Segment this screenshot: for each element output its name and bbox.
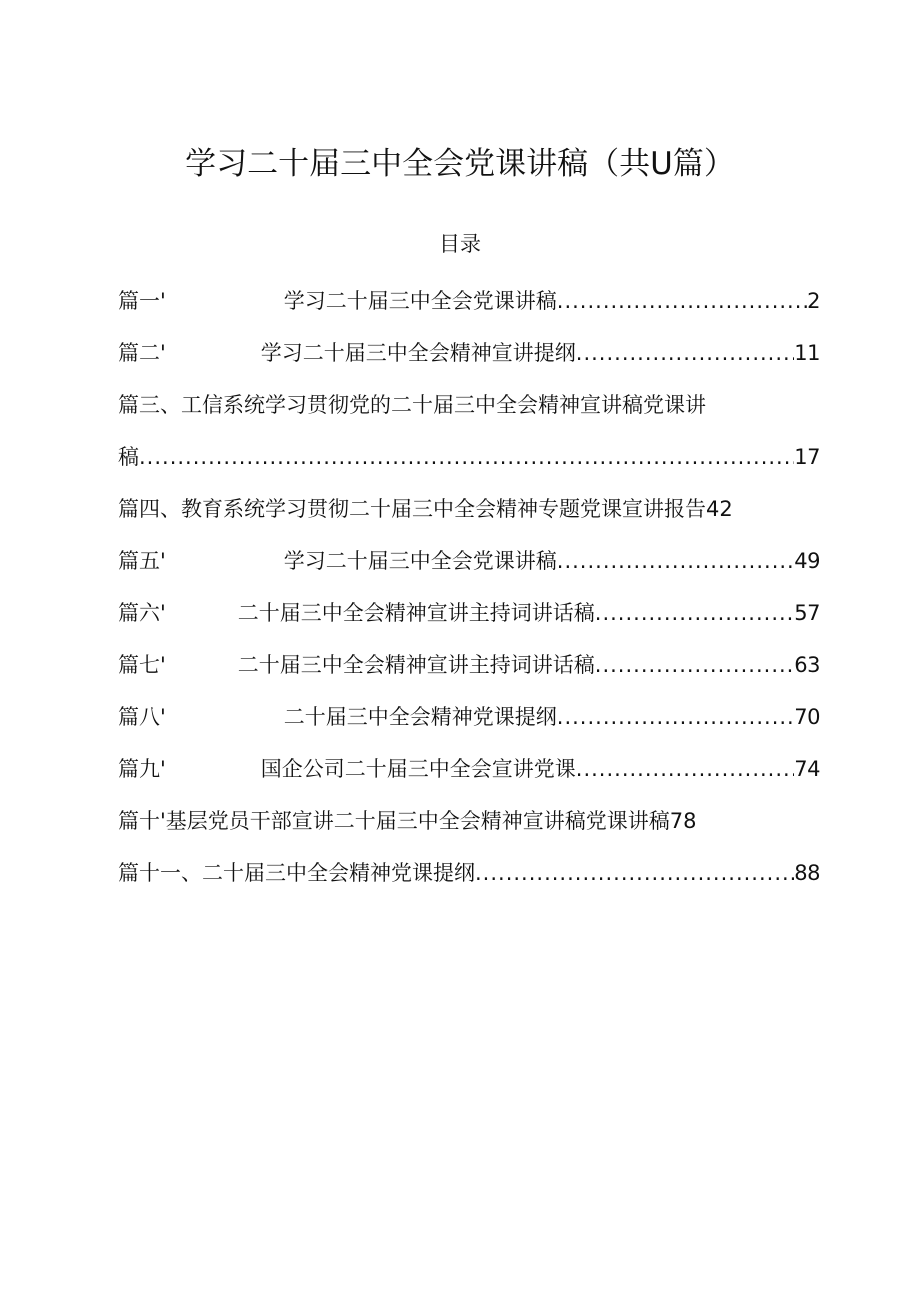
toc-entry-title: 二十届三中全会精神党课提纲 bbox=[283, 705, 557, 729]
toc-entry-title: 二十届三中全会精神宣讲主持词讲话稿 bbox=[237, 653, 595, 677]
toc-entry[interactable] bbox=[118, 650, 820, 680]
toc-entry[interactable] bbox=[118, 598, 820, 628]
toc-entry-number: 篇七' bbox=[118, 653, 166, 677]
toc-leader-dots bbox=[595, 598, 794, 628]
toc-entry[interactable] bbox=[118, 754, 820, 784]
toc-entry-page: 74 bbox=[794, 757, 820, 781]
toc-entry-title: 学习二十届三中全会精神宣讲提纲 bbox=[260, 341, 576, 365]
toc-entry-title: 国企公司二十届三中全会宣讲党课 bbox=[260, 757, 576, 781]
toc-entry[interactable] bbox=[118, 442, 820, 472]
toc-entry-number: 篇八' bbox=[118, 705, 166, 729]
toc-entry-number: 篇三、 bbox=[118, 393, 181, 417]
table-of-contents bbox=[118, 0, 820, 1301]
toc-entry-page: 17 bbox=[794, 445, 820, 469]
toc-entry-title: 二十届三中全会精神宣讲主持词讲话稿 bbox=[237, 601, 595, 625]
toc-entry-page: 57 bbox=[794, 601, 820, 625]
document-title: 学习二十届三中全会党课讲稿（共U篇） bbox=[185, 146, 735, 182]
toc-entry-title: 学习二十届三中全会党课讲稿 bbox=[283, 289, 557, 313]
toc-leader-dots bbox=[139, 442, 794, 472]
toc-entry[interactable] bbox=[118, 546, 820, 576]
toc-entry-page: 70 bbox=[794, 705, 820, 729]
toc-leader-dots bbox=[557, 286, 807, 316]
toc-leader-dots bbox=[595, 650, 794, 680]
toc-entry-title-continued: 稿 bbox=[118, 445, 139, 469]
toc-entry-number: 篇一' bbox=[118, 289, 166, 313]
toc-entry[interactable] bbox=[118, 702, 820, 732]
toc-entry-page: 78 bbox=[669, 809, 697, 833]
toc-entry-page: 2 bbox=[807, 289, 820, 313]
toc-entry-number: 篇四、 bbox=[118, 497, 181, 521]
toc-entry-title: 教育系统学习贯彻二十届三中全会精神专题党课宣讲报告 bbox=[181, 497, 706, 521]
toc-entry-page: 11 bbox=[794, 341, 820, 365]
toc-entry-page: 63 bbox=[794, 653, 820, 677]
toc-entry[interactable] bbox=[118, 806, 820, 836]
toc-entry[interactable] bbox=[118, 494, 820, 524]
toc-entry-page: 49 bbox=[794, 549, 820, 573]
toc-leader-dots bbox=[576, 338, 794, 368]
toc-entry-title: 学习二十届三中全会党课讲稿 bbox=[283, 549, 557, 573]
toc-entry-title: 工信系统学习贯彻党的二十届三中全会精神宣讲稿党课讲 bbox=[181, 393, 706, 417]
toc-entry-page: 42 bbox=[706, 497, 733, 521]
toc-entry[interactable] bbox=[118, 338, 820, 368]
toc-entry-title: 基层党员干部宣讲二十届三中全会精神宣讲稿党课讲稿 bbox=[165, 809, 670, 833]
toc-entry[interactable] bbox=[118, 858, 820, 888]
toc-leader-dots bbox=[557, 546, 794, 576]
toc-entry-page: 88 bbox=[794, 861, 820, 885]
toc-entry-first-line[interactable] bbox=[118, 390, 820, 420]
toc-entry[interactable] bbox=[118, 286, 820, 316]
toc-entry-number: 篇十' bbox=[118, 809, 166, 833]
toc-entry-title: 二十届三中全会精神党课提纲 bbox=[202, 861, 475, 885]
toc-leader-dots bbox=[475, 858, 794, 888]
toc-heading: 目录 bbox=[439, 232, 481, 256]
toc-leader-dots bbox=[576, 754, 794, 784]
toc-entry-number: 篇九' bbox=[118, 757, 166, 781]
toc-leader-dots bbox=[557, 702, 794, 732]
toc-entry-number: 篇五' bbox=[118, 549, 166, 573]
toc-entry-number: 篇六' bbox=[118, 601, 166, 625]
toc-entry-number: 篇二' bbox=[118, 341, 166, 365]
toc-entry-number: 篇十一、 bbox=[118, 861, 202, 885]
